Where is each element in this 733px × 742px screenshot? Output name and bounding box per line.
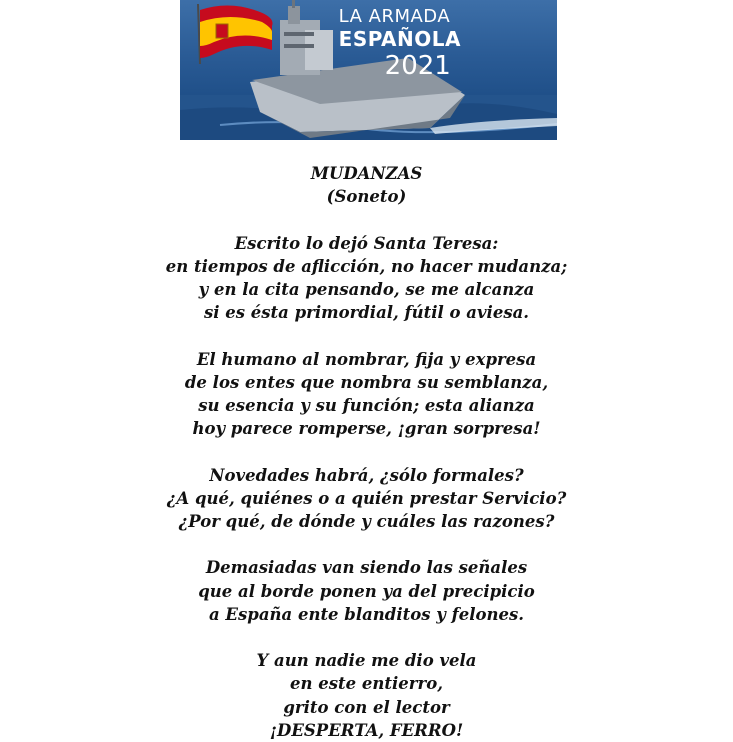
verse-line: ¡DESPERTA, FERRO! <box>269 720 464 740</box>
verse-line: que al borde ponen ya del precipicio <box>198 581 535 601</box>
verse-line: hoy parece romperse, ¡gran sorpresa! <box>192 419 541 439</box>
stanza-4 <box>0 556 733 626</box>
banner-line-1: LA ARMADA <box>338 6 451 27</box>
poem-subtitle: (Soneto) <box>326 187 407 207</box>
banner-line-2: ESPAÑOLA <box>338 27 461 51</box>
verse-line: El humano al nombrar, fija y expresa <box>196 349 537 369</box>
header-banner <box>180 0 557 140</box>
verse-line: su esencia y su función; esta alianza <box>198 396 535 415</box>
verse-line: si es ésta primordial, fútil o aviesa. <box>203 303 530 323</box>
verse-line: en este entierro, <box>290 674 443 694</box>
verse-line: ¿Por qué, de dónde y cuáles las razones? <box>178 512 555 531</box>
stanza-1 <box>0 232 733 325</box>
verse-line: Demasiadas van siendo las señales <box>205 558 528 578</box>
verse-line: y en la cita pensando, se me alcanza <box>198 280 535 299</box>
banner-year: 2021 <box>384 51 451 81</box>
verse-line: Novedades habrá, ¿sólo formales? <box>209 465 524 485</box>
verse-line: Escrito lo dejó Santa Teresa: <box>234 233 499 253</box>
stanza-2 <box>0 348 733 441</box>
poem <box>0 162 733 742</box>
verse-line: de los entes que nombra su semblanza, <box>184 372 549 392</box>
stanza-3 <box>0 464 733 534</box>
verse-line: Y aun nadie me dio vela <box>256 651 477 671</box>
poem-title: MUDANZAS <box>310 164 423 183</box>
banner-text <box>339 6 461 82</box>
verse-line: en tiempos de aflicción, no hacer mudanza; <box>165 256 568 276</box>
verse-line: grito con el lector <box>283 697 450 717</box>
verse-line: ¿A qué, quiénes o a quién prestar Servicio? <box>166 488 567 508</box>
verse-line: a España ente blanditos y felones. <box>208 604 524 624</box>
stanza-5 <box>0 649 733 742</box>
